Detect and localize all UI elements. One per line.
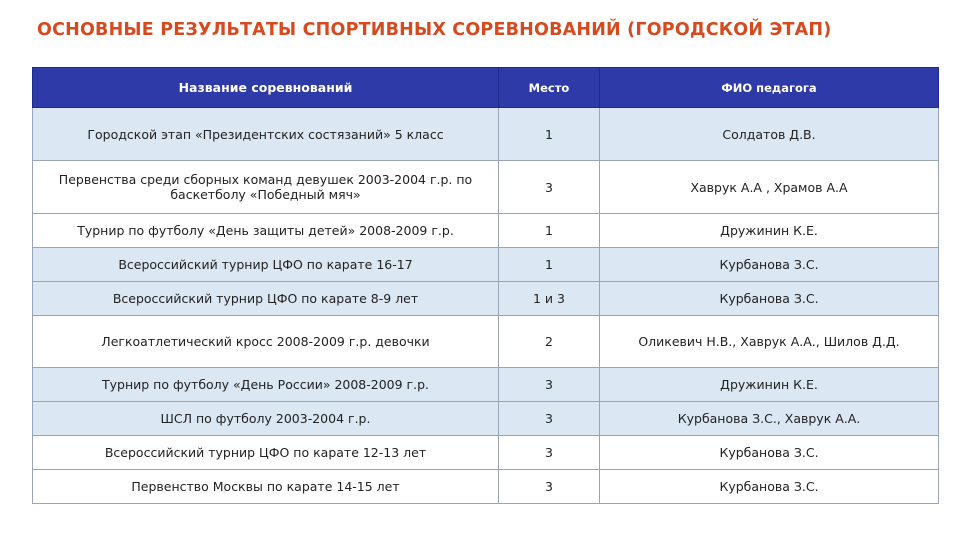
place-cell: 1 и 3	[499, 282, 600, 316]
header-competition-name: Название соревнований	[33, 68, 499, 108]
coach-cell: Дружинин К.Е.	[600, 214, 939, 248]
place-cell: 3	[499, 368, 600, 402]
coach-cell: Дружинин К.Е.	[600, 368, 939, 402]
coach-cell: Курбанова З.С., Хаврук А.А.	[600, 402, 939, 436]
table-row	[33, 316, 939, 368]
table-header-row	[33, 68, 939, 108]
competition-name-cell: ШСЛ по футболу 2003-2004 г.р.	[33, 402, 499, 436]
competition-name-cell: Всероссийский турнир ЦФО по карате 12-13 лет	[33, 436, 499, 470]
table-row	[33, 368, 939, 402]
competition-name-cell: Всероссийский турнир ЦФО по карате 8-9 лет	[33, 282, 499, 316]
coach-cell: Курбанова З.С.	[600, 248, 939, 282]
coach-cell: Хаврук А.А , Храмов А.А	[600, 161, 939, 214]
table-row	[33, 436, 939, 470]
place-cell: 1	[499, 248, 600, 282]
header-place: Место	[499, 68, 600, 108]
results-table	[32, 67, 939, 504]
place-cell: 3	[499, 161, 600, 214]
competition-name-cell: Легкоатлетический кросс 2008-2009 г.р. девочки	[33, 316, 499, 368]
table-row	[33, 248, 939, 282]
competition-name-cell: Всероссийский турнир ЦФО по карате 16-17	[33, 248, 499, 282]
coach-cell: Курбанова З.С.	[600, 436, 939, 470]
place-cell: 2	[499, 316, 600, 368]
header-coach: ФИО педагога	[600, 68, 939, 108]
place-cell: 3	[499, 436, 600, 470]
place-cell: 3	[499, 470, 600, 504]
coach-cell: Курбанова З.С.	[600, 470, 939, 504]
coach-cell: Оликевич Н.В., Хаврук А.А., Шилов Д.Д.	[600, 316, 939, 368]
table-row	[33, 402, 939, 436]
place-cell: 3	[499, 402, 600, 436]
table-row	[33, 108, 939, 161]
coach-cell: Солдатов Д.В.	[600, 108, 939, 161]
place-cell: 1	[499, 108, 600, 161]
table-row	[33, 161, 939, 214]
table-row	[33, 282, 939, 316]
place-cell: 1	[499, 214, 600, 248]
competition-name-cell: Первенства среди сборных команд девушек 2003-2004 г.р. по баскетболу «Победный мяч»	[33, 161, 499, 214]
competition-name-cell: Городской этап «Президентских состязаний» 5 класс	[33, 108, 499, 161]
table-row	[33, 214, 939, 248]
page-title: ОСНОВНЫЕ РЕЗУЛЬТАТЫ СПОРТИВНЫХ СОРЕВНОВАНИЙ (ГОРОДСКОЙ ЭТАП)	[37, 20, 832, 40]
competition-name-cell: Первенство Москвы по карате 14-15 лет	[33, 470, 499, 504]
competition-name-cell: Турнир по футболу «День России» 2008-2009 г.р.	[33, 368, 499, 402]
coach-cell: Курбанова З.С.	[600, 282, 939, 316]
table-row	[33, 470, 939, 504]
competition-name-cell: Турнир по футболу «День защиты детей» 2008-2009 г.р.	[33, 214, 499, 248]
